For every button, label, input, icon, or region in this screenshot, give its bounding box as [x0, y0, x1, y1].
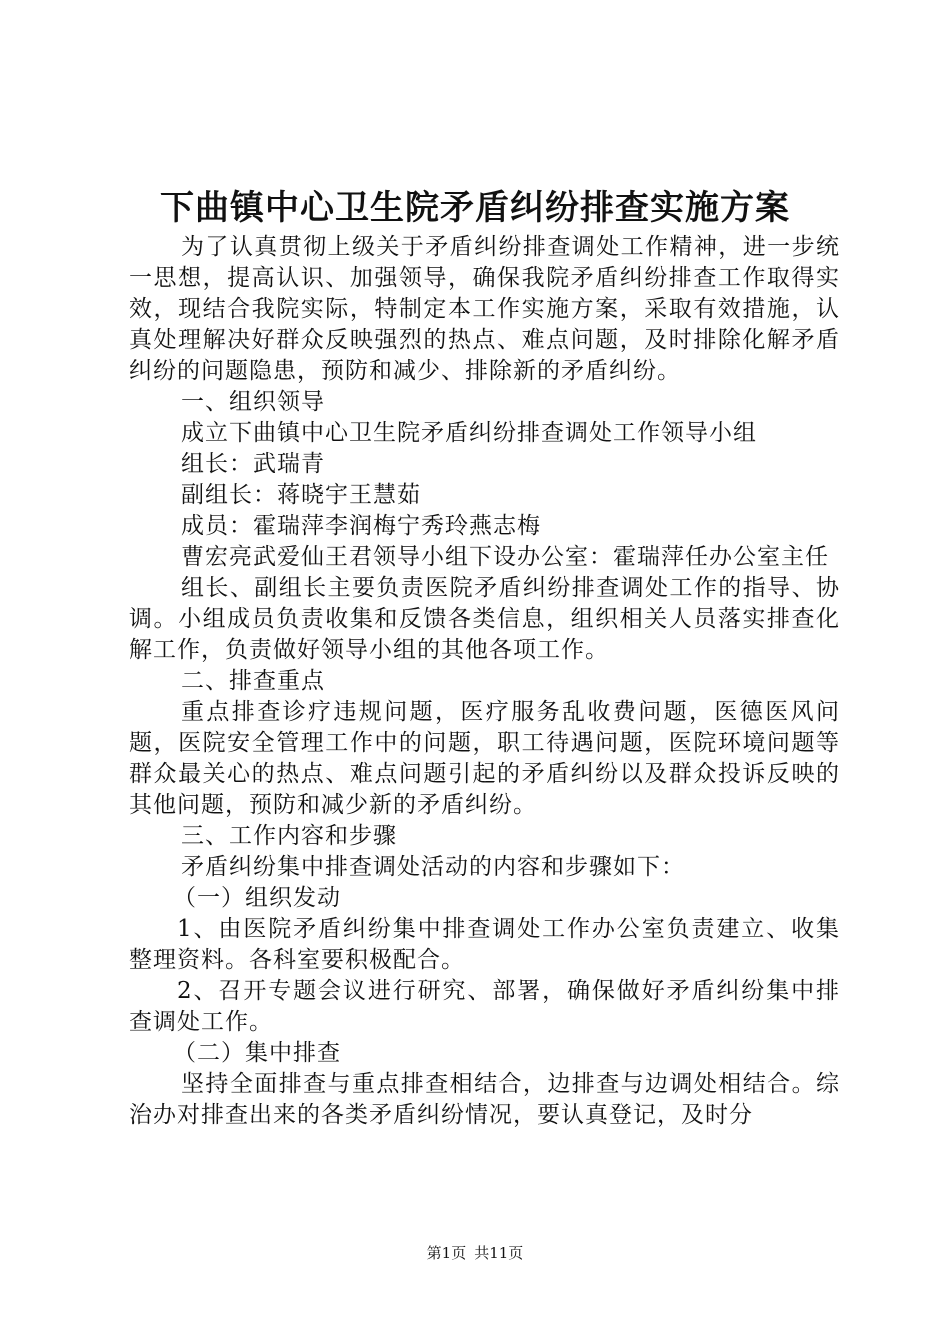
paragraph-step-1: 1、由医院矛盾纠纷集中排查调处工作办公室负责建立、收集整理资料。各科室要积极配合。 [129, 916, 840, 973]
paragraph-step-2: 2、召开专题会议进行研究、部署，确保做好矛盾纠纷集中排查调处工作。 [129, 978, 840, 1035]
page-number: 第1页 [426, 1244, 467, 1262]
paragraph-office: 曹宏亮武爱仙王君领导小组下设办公室：霍瑞萍任办公室主任 [181, 544, 829, 570]
paragraph-members: 成员：霍瑞萍李润梅宁秀玲燕志梅 [181, 513, 541, 539]
subsection-heading-mobilize: （一）组织发动 [173, 885, 341, 911]
paragraph-focus-items: 重点排查诊疗违规问题，医疗服务乱收费问题，医德医风问题，医院安全管理工作中的问题，职工待遇问题，医院环境问题等群众最关心的热点、难点问题引起的矛盾纠纷以及群众投诉反映的其他问题，预防和减少新的矛盾纠纷。 [129, 699, 840, 818]
paragraph-steps-intro: 矛盾纠纷集中排查调处活动的内容和步骤如下： [181, 854, 685, 880]
page-footer [0, 1242, 950, 1264]
paragraph-intro: 为了认真贯彻上级关于矛盾纠纷排查调处工作精神，进一步统一思想，提高认识、加强领导，确保我院矛盾纠纷排查工作取得实效，现结合我院实际，特制定本工作实施方案，采取有效措施，认真处理解决好群众反映强烈的热点、难点问题，及时排除化解矛盾纠纷的问题隐患，预防和减少、排除新的矛盾纠纷。 [129, 234, 840, 384]
paragraph-group-setup: 成立下曲镇中心卫生院矛盾纠纷排查调处工作领导小组 [181, 420, 757, 446]
document-title: 下曲镇中心卫生院矛盾纠纷排查实施方案 [160, 188, 790, 228]
section-heading-focus: 二、排查重点 [181, 668, 325, 694]
subsection-heading-investigation: （二）集中排查 [173, 1040, 341, 1066]
paragraph-leader: 组长：武瑞青 [181, 451, 325, 477]
paragraph-deputy-leader: 副组长：蒋晓宇王慧茹 [181, 482, 421, 508]
paragraph-investigation: 坚持全面排查与重点排查相结合，边排查与边调处相结合。综治办对排查出来的各类矛盾纠纷情况，要认真登记，及时分 [129, 1071, 840, 1128]
page-total: 共11页 [474, 1244, 524, 1262]
section-heading-steps: 三、工作内容和步骤 [181, 823, 397, 849]
paragraph-responsibilities: 组长、副组长主要负责医院矛盾纠纷排查调处工作的指导、协调。小组成员负责收集和反馈各类信息，组织相关人员落实排查化解工作，负责做好领导小组的其他各项工作。 [129, 575, 840, 663]
section-heading-organization: 一、组织领导 [181, 389, 325, 415]
document-body [129, 232, 840, 1131]
